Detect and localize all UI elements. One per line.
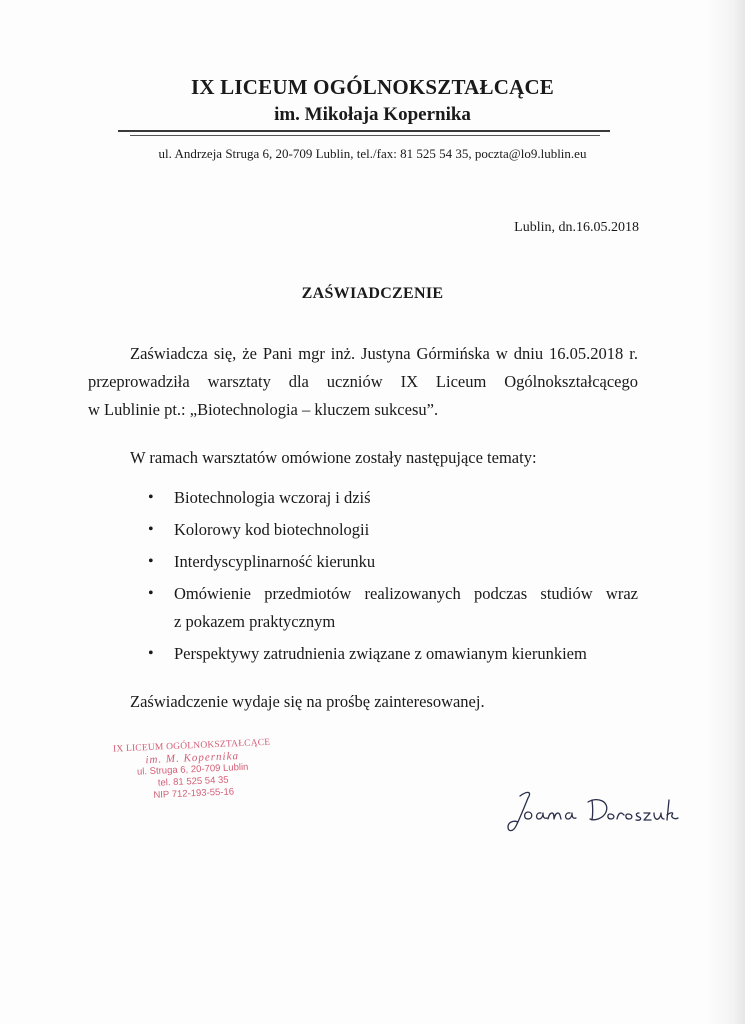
paragraph-line: Zaświadcza się, że Pani mgr inż. Justyna Górmińska w dniu 16.05.2018 r. (130, 344, 638, 363)
letterhead (0, 74, 745, 128)
list-item (148, 580, 638, 636)
school-name: IX LICEUM OGÓLNOKSZTAŁCĄCE (190, 75, 555, 99)
topic-text: Perspektywy zatrudnienia związane z omawianym kierunkiem (174, 644, 587, 663)
stamp-school-name: IX LICEUM OGÓLNOKSZTAŁCĄCE (112, 737, 271, 755)
list-item (148, 484, 638, 512)
bullet-icon: • (148, 521, 154, 538)
list-item (148, 640, 638, 668)
bullet-icon: • (148, 645, 154, 662)
letterhead-divider-thin (130, 135, 600, 136)
handwritten-signature (498, 782, 698, 842)
bullet-icon: • (148, 489, 154, 506)
topics-intro: W ramach warsztatów omówione zostały następujące tematy: (130, 448, 537, 467)
topic-text: Omówienie przedmiotów realizowanych podczas studiów wraz (174, 584, 638, 603)
bullet-icon: • (148, 585, 154, 602)
topic-text: Biotechnologia wczoraj i dziś (174, 488, 371, 507)
stamp-phone: tel. 81 525 54 35 (157, 774, 229, 789)
certificate-paragraph (88, 340, 638, 424)
stamp-address: ul. Struga 6, 20-709 Lublin (136, 761, 249, 778)
list-item (148, 516, 638, 544)
list-item (148, 548, 638, 576)
topics-list (148, 484, 638, 672)
document-title: ZAŚWIADCZENIE (301, 285, 444, 302)
closing-statement: Zaświadczenie wydaje się na prośbę zainteresowanej. (130, 692, 485, 711)
topic-text-continued: z pokazem praktycznym (174, 612, 336, 631)
bullet-icon: • (148, 553, 154, 570)
school-address: ul. Andrzeja Struga 6, 20-709 Lublin, tel./fax: 81 525 54 35, poczta@lo9.lublin.eu (158, 146, 587, 161)
paragraph-line: w Lublinie pt.: „Biotechnologia – kluczem sukcesu”. (88, 400, 439, 419)
school-stamp (104, 736, 281, 804)
stamp-nip: NIP 712-193-55-16 (153, 786, 235, 801)
stamp-patron: im. M. Kopernika (145, 750, 240, 767)
school-patron: im. Mikołaja Kopernika (274, 104, 471, 125)
letterhead-divider (118, 130, 610, 132)
topic-text: Kolorowy kod biotechnologii (174, 520, 370, 539)
document-date: Lublin, dn.16.05.2018 (514, 220, 639, 235)
topic-text: Interdyscyplinarność kierunku (174, 552, 376, 571)
paragraph-line: przeprowadziła warsztaty dla uczniów IX Liceum Ogólnokształcącego (88, 372, 638, 391)
